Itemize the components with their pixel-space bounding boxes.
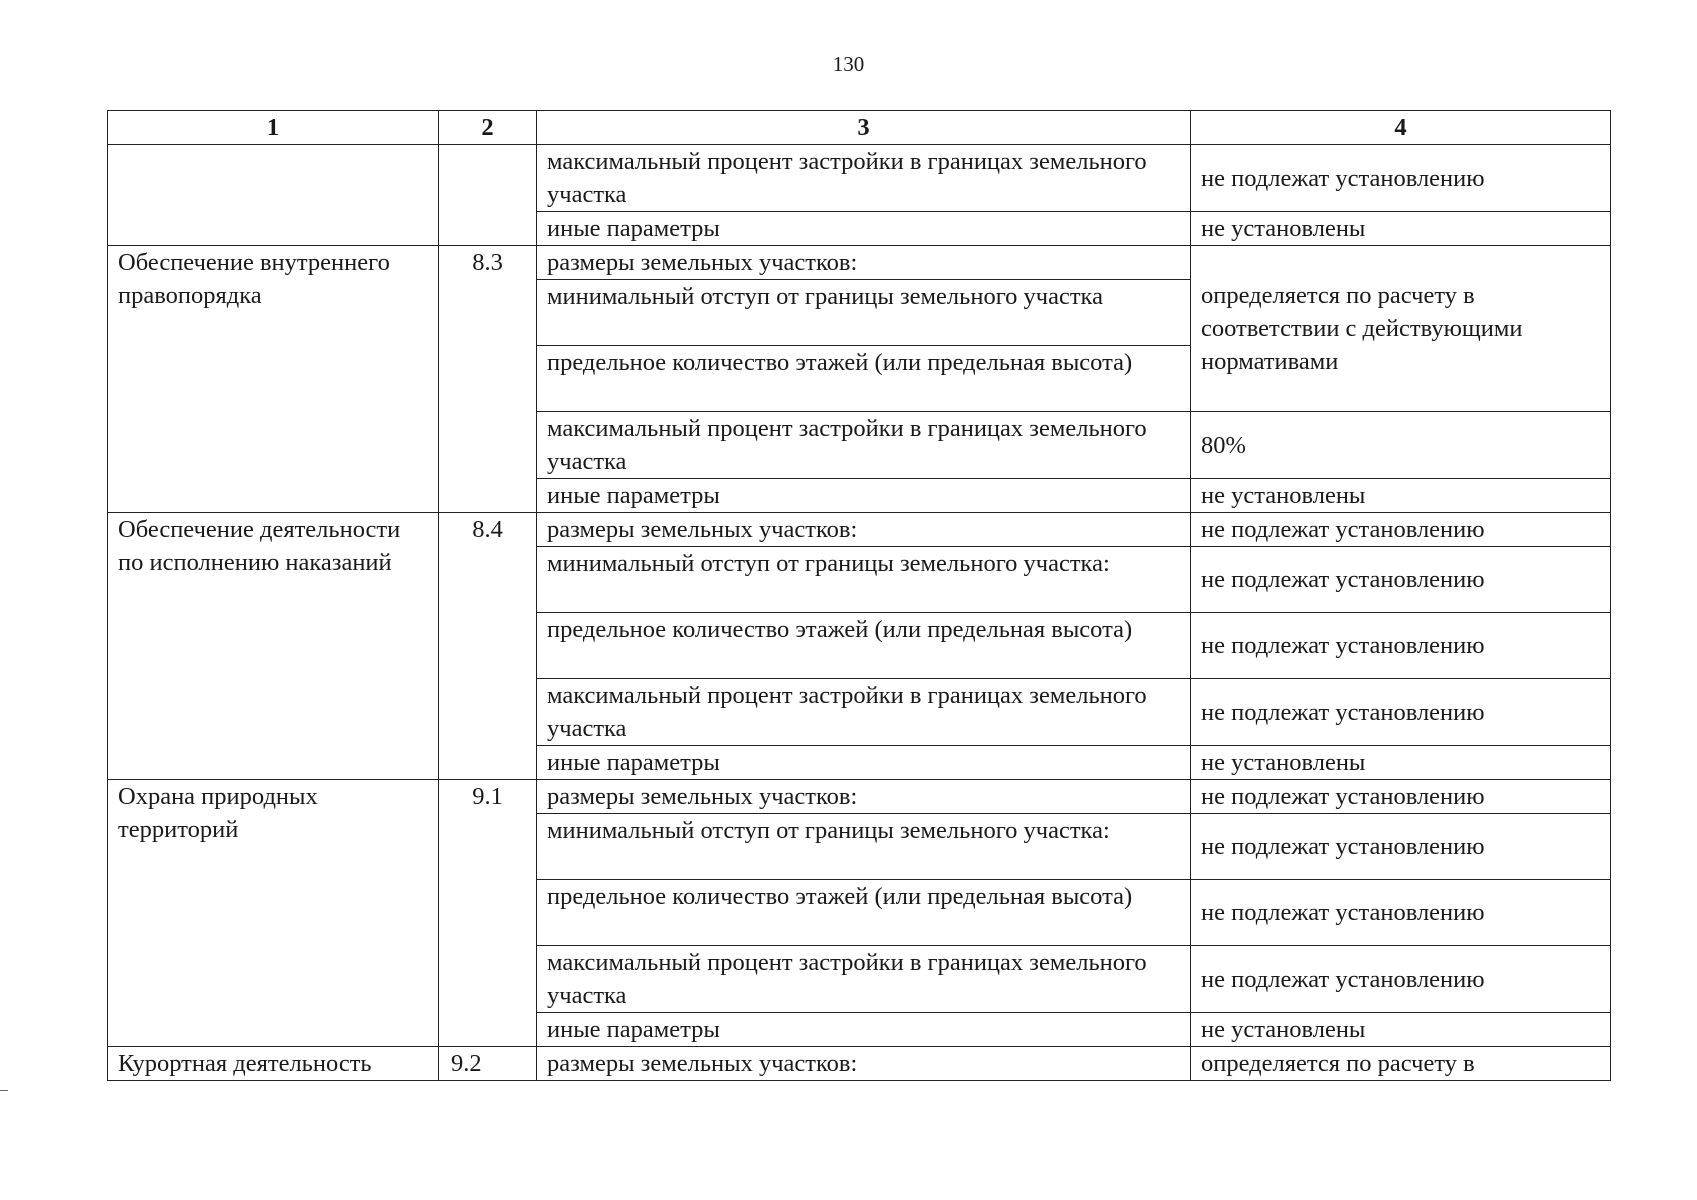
- value-cell: 80%: [1191, 412, 1611, 479]
- use-type-cell: Курортная деятельность: [108, 1047, 439, 1081]
- value-cell: определяется по расчету в соответствии с действующими нормативами: [1191, 246, 1611, 412]
- value-cell: не подлежат установлению: [1191, 679, 1611, 746]
- table-row: [108, 246, 1611, 280]
- value-cell: не подлежат установлению: [1191, 547, 1611, 613]
- parameter-cell: размеры земельных участков:: [537, 1047, 1191, 1081]
- parameter-cell: максимальный процент застройки в границах земельного участка: [537, 679, 1191, 746]
- column-header-3: 3: [537, 111, 1191, 145]
- parameter-cell: предельное количество этажей (или предельная высота): [537, 880, 1191, 946]
- value-cell: не подлежат установлению: [1191, 880, 1611, 946]
- parameter-cell: иные параметры: [537, 1013, 1191, 1047]
- value-cell: не установлены: [1191, 479, 1611, 513]
- code-cell: 8.3: [439, 246, 537, 513]
- code-cell: 9.2: [439, 1047, 537, 1081]
- parameter-cell: максимальный процент застройки в границах земельного участка: [537, 412, 1191, 479]
- table-row: [108, 780, 1611, 814]
- value-cell: не подлежат установлению: [1191, 513, 1611, 547]
- parameter-cell: иные параметры: [537, 746, 1191, 780]
- code-cell: 9.1: [439, 780, 537, 1047]
- code-cell: [439, 145, 537, 246]
- value-cell: не подлежат установлению: [1191, 946, 1611, 1013]
- value-cell: не подлежат установлению: [1191, 145, 1611, 212]
- parameter-cell: иные параметры: [537, 479, 1191, 513]
- value-cell: не установлены: [1191, 746, 1611, 780]
- table-row: [108, 513, 1611, 547]
- value-cell: не установлены: [1191, 212, 1611, 246]
- parameter-cell: размеры земельных участков:: [537, 246, 1191, 280]
- column-header-2: 2: [439, 111, 537, 145]
- parameter-cell: минимальный отступ от границы земельного участка:: [537, 814, 1191, 880]
- parameter-cell: размеры земельных участков:: [537, 780, 1191, 814]
- scan-mark: [0, 1090, 8, 1091]
- parameter-cell: предельное количество этажей (или предельная высота): [537, 346, 1191, 412]
- column-header-1: 1: [108, 111, 439, 145]
- table-row: [108, 145, 1611, 212]
- use-type-cell: [108, 145, 439, 246]
- column-header-4: 4: [1191, 111, 1611, 145]
- code-cell: 8.4: [439, 513, 537, 780]
- value-cell: не подлежат установлению: [1191, 780, 1611, 814]
- use-type-cell: Охрана природных территорий: [108, 780, 439, 1047]
- parameter-cell: предельное количество этажей (или предельная высота): [537, 613, 1191, 679]
- page-number: 130: [832, 52, 865, 76]
- value-cell: определяется по расчету в: [1191, 1047, 1611, 1081]
- regulations-table: [107, 110, 1611, 1081]
- value-cell: не подлежат установлению: [1191, 814, 1611, 880]
- parameter-cell: максимальный процент застройки в границах земельного участка: [537, 946, 1191, 1013]
- parameter-cell: максимальный процент застройки в границах земельного участка: [537, 145, 1191, 212]
- value-cell: не подлежат установлению: [1191, 613, 1611, 679]
- parameter-cell: минимальный отступ от границы земельного участка:: [537, 547, 1191, 613]
- parameter-cell: иные параметры: [537, 212, 1191, 246]
- use-type-cell: Обеспечение внутреннего правопорядка: [108, 246, 439, 513]
- parameter-cell: минимальный отступ от границы земельного участка: [537, 280, 1191, 346]
- parameter-cell: размеры земельных участков:: [537, 513, 1191, 547]
- table-row: [108, 1047, 1611, 1081]
- use-type-cell: Обеспечение деятельности по исполнению наказаний: [108, 513, 439, 780]
- table-header-row: [108, 111, 1611, 145]
- value-cell: не установлены: [1191, 1013, 1611, 1047]
